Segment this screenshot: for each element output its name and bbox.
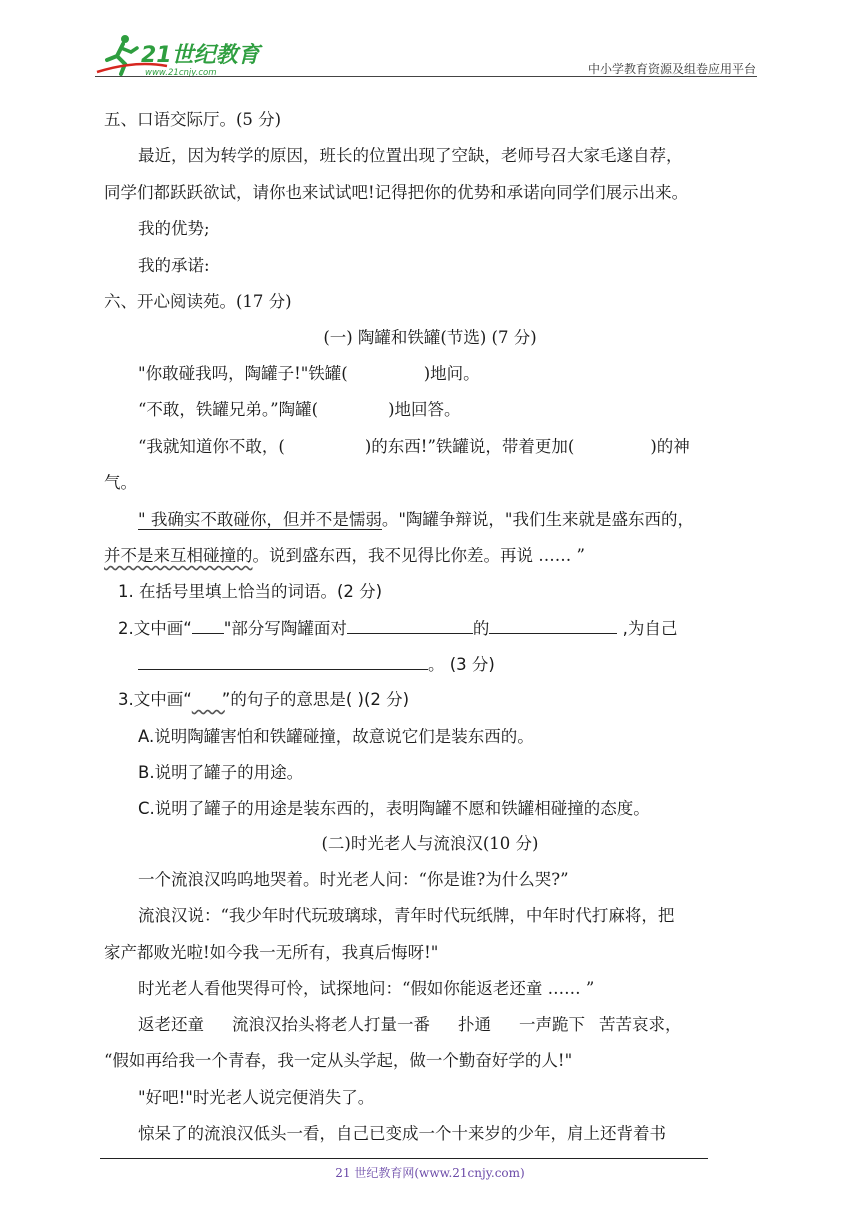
passage2-title: (二)时光老人与流浪汉(10 分) — [321, 834, 539, 853]
site-logo — [95, 30, 265, 78]
passage1-line-5 — [138, 508, 694, 532]
footer-divider — [100, 1158, 708, 1159]
passage2-line-1: 一个流浪汉呜呜地哭着。时光老人问：“你是谁?为什么哭?” — [138, 870, 569, 889]
passage2-line-4: 时光老人看他哭得可怜，试探地问：“假如你能返老还童 …… ” — [138, 979, 595, 998]
text: )的东西!”铁罐说，带着更加( — [364, 437, 575, 456]
text: "你敢碰我吗，陶罐子!"铁罐( — [138, 364, 348, 383]
text: 。说到盛东西，我不见得比你差。再说 …… ” — [252, 546, 585, 565]
svg-text:21世纪教育: 21世纪教育 — [141, 43, 260, 68]
text: ”的句子的意思是( )(2 分) — [221, 690, 410, 709]
section6-heading: 六、开心阅读苑。(17 分) — [104, 292, 292, 311]
passage1-line-2 — [138, 398, 461, 422]
underlined-sentence: " 我确实不敢碰你，但并不是懦弱 — [138, 510, 382, 529]
text: ,为自己 — [617, 619, 678, 638]
option-a[interactable]: A.说明陶罐害怕和铁罐碰撞，故意说它们是装东西的。 — [138, 727, 534, 746]
question-2-cont — [138, 652, 495, 677]
text: 3.文中画“ — [118, 690, 192, 709]
text: “我就知道你不敢，( — [138, 437, 285, 456]
text: 。"陶罐争辩说，"我们生来就是盛东西的， — [381, 510, 695, 529]
passage1-line-3 — [138, 435, 690, 459]
question-3 — [118, 688, 409, 712]
platform-name: 中小学教育资源及组卷应用平台 — [587, 62, 756, 76]
text: 一声跪下 — [519, 1015, 585, 1034]
header-divider — [95, 76, 757, 77]
passage1-line-1 — [138, 362, 480, 386]
passage2-line-5 — [138, 1013, 682, 1037]
answer-blank-q2-2[interactable] — [489, 616, 617, 634]
advantage-label: 我的优势; — [138, 219, 210, 238]
question-1: 1. 在括号里填上恰当的词语。(2 分) — [118, 582, 383, 601]
passage2-line-3: 家产都败光啦!如今我一无所有，我真后悔呀!" — [104, 943, 439, 962]
wavy-sample — [192, 688, 222, 712]
section5-paragraph-2: 同学们都跃跃欲试，请你也来试试吧!记得把你的优势和承诺向同学们展示出来。 — [104, 183, 689, 202]
logo-runner-icon — [95, 30, 265, 78]
passage2-line-7: "好吧!"时光老人说完便消失了。 — [138, 1088, 375, 1107]
passage1-line-6 — [104, 544, 585, 568]
answer-blank-q2-1[interactable] — [347, 616, 473, 634]
promise-label: 我的承诺: — [138, 256, 210, 275]
page-header — [95, 30, 760, 80]
wavy-underlined-sentence: 并不是来互相碰撞的 — [104, 546, 253, 565]
text: 苦苦哀求， — [599, 1015, 682, 1034]
text: 扑通 — [458, 1015, 491, 1034]
passage1-line-4: 气。 — [104, 473, 137, 492]
underline-sample — [192, 616, 224, 634]
passage1-title: (一) 陶罐和铁罐(节选) (7 分) — [323, 328, 537, 347]
section5-heading: 五、口语交际厅。(5 分) — [104, 110, 282, 129]
text: 。 (3 分) — [428, 655, 495, 674]
passage2-line-8: 惊呆了的流浪汉低头一看，自己已变成一个十来岁的少年，肩上还背着书 — [138, 1124, 666, 1143]
svg-text:www.21cnjy.com: www.21cnjy.com — [145, 68, 217, 78]
text: “不敢，铁罐兄弟。”陶罐( — [138, 400, 319, 419]
option-b[interactable]: B.说明了罐子的用途。 — [138, 763, 304, 782]
text: 2.文中画“ — [118, 619, 192, 638]
text: "部分写陶罐面对 — [223, 619, 347, 638]
question-2 — [118, 616, 677, 641]
section5-paragraph-1: 最近，因为转学的原因，班长的位置出现了空缺，老师号召大家毛遂自荐， — [138, 146, 683, 165]
text: 返老还童 — [138, 1015, 204, 1034]
text: 的 — [472, 619, 490, 638]
answer-blank-q2-3[interactable] — [138, 652, 428, 670]
text: )的神 — [650, 437, 690, 456]
footer-link[interactable]: 21 世纪教育网(www.21cnjy.com) — [335, 1166, 525, 1180]
text: 流浪汉抬头将老人打量一番 — [232, 1015, 430, 1034]
passage2-line-6: “假如再给我一个青春，我一定从头学起，做一个勤奋好学的人!" — [104, 1051, 573, 1070]
option-c[interactable]: C.说明了罐子的用途是装东西的，表明陶罐不愿和铁罐相碰撞的态度。 — [138, 799, 650, 818]
text: )地回答。 — [388, 400, 461, 419]
text: )地问。 — [423, 364, 480, 383]
passage2-line-2: 流浪汉说：“我少年时代玩玻璃球，青年时代玩纸牌，中年时代打麻将，把 — [138, 906, 675, 925]
